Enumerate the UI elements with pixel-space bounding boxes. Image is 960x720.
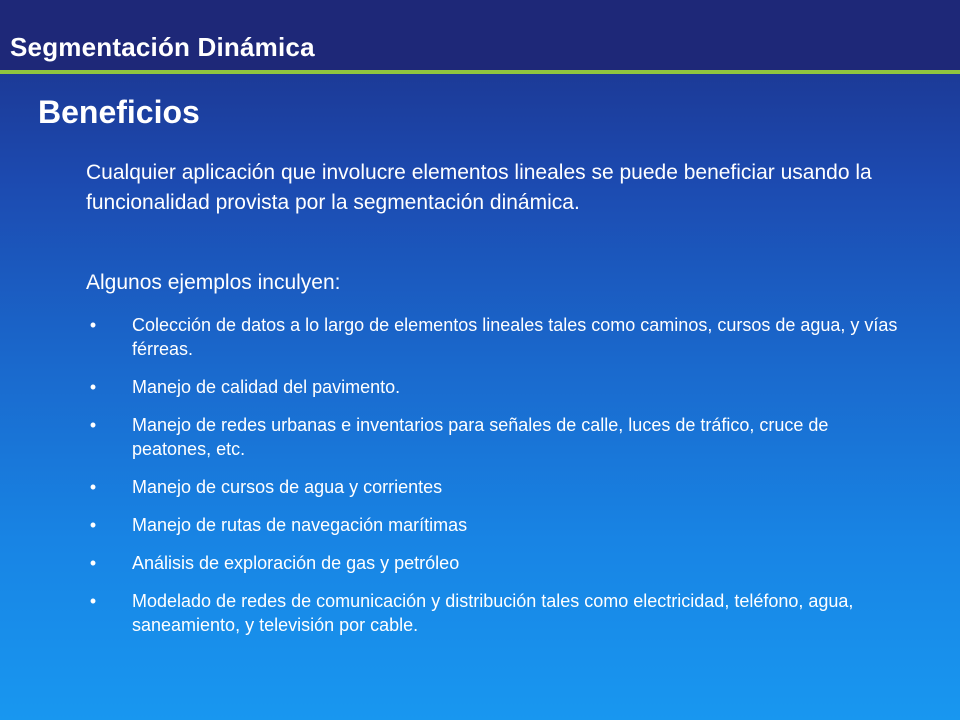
list-item-text: Manejo de redes urbanas e inventarios para señales de calle, luces de tráfico, cruce de peatones, etc.: [132, 415, 829, 459]
bullet-icon: •: [89, 315, 97, 335]
intro-paragraph: Cualquier aplicación que involucre elementos lineales se puede beneficiar usando la funcionalidad provista por la segmentación dinámica.: [86, 161, 872, 214]
list-item: [86, 313, 906, 361]
list-item-text: Manejo de rutas de navegación marítimas: [132, 515, 468, 535]
list-item: [86, 551, 906, 575]
bullet-icon: •: [89, 477, 97, 497]
list-item-text: Colección de datos a lo largo de elementos lineales tales como caminos, cursos de agua, y vías férreas.: [132, 315, 898, 359]
bullet-icon: •: [89, 591, 97, 611]
list-item: [86, 475, 906, 499]
list-item-text: Análisis de exploración de gas y petróleo: [132, 553, 460, 573]
list-item: [86, 589, 906, 637]
bullet-icon: •: [89, 415, 97, 435]
examples-list: [86, 313, 906, 651]
list-item-text: Manejo de calidad del pavimento.: [132, 377, 401, 397]
list-item: [86, 513, 906, 537]
header-bar: [0, 0, 960, 70]
list-item: [86, 413, 906, 461]
accent-divider: [0, 70, 960, 74]
section-heading: Beneficios: [38, 94, 200, 130]
slide-title: Segmentación Dinámica: [10, 32, 315, 62]
bullet-icon: •: [89, 377, 97, 397]
list-item: [86, 375, 906, 399]
list-item-text: Modelado de redes de comunicación y distribución tales como electricidad, teléfono, agua, saneamiento, y televisión por cable.: [132, 591, 854, 635]
list-item-text: Manejo de cursos de agua y corrientes: [132, 477, 443, 497]
bullet-icon: •: [89, 515, 97, 535]
bullet-icon: •: [89, 553, 97, 573]
examples-lead: Algunos ejemplos inculyen:: [86, 271, 341, 294]
